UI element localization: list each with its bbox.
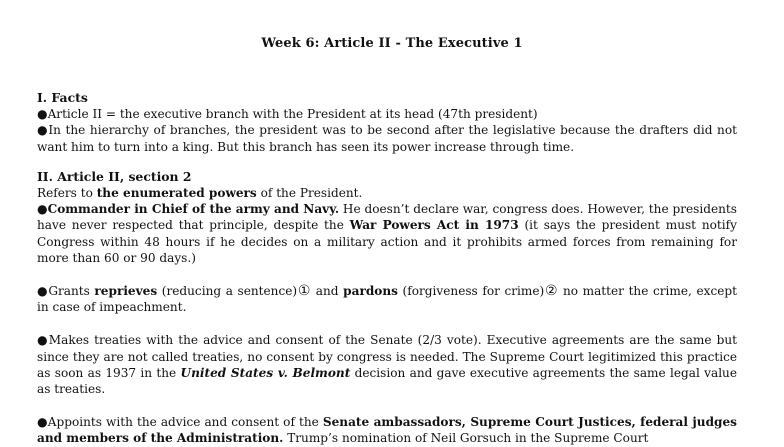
footnote-marker-2: ② — [544, 283, 559, 300]
paragraph-treaties: ●Makes treaties with the advice and consent of the Senate (2/3 vote). Executive agreements are the same but since they are not called treaties, no consent by congress is needed. The Supreme Court legitimized this practice as soon as 1937 in the United States v. Belmont decision and gave executive agreements the same legal value as treaties. — [37, 333, 738, 397]
bullet: ● — [37, 107, 48, 122]
paragraph-appoints: ●Appoints with the advice and consent of the Senate ambassadors, Supreme Court Justices, federal judges and members of the Administration. Trump’s nomination of Neil Gorsuch in the Supreme Court — [37, 415, 737, 446]
footnote-marker-1: ① — [297, 283, 312, 300]
document-body — [37, 90, 737, 447]
bullet: ● — [37, 284, 49, 299]
section-heading-article2: II. Article II, section 2 — [37, 168, 192, 184]
page-title: Week 6: Article II - The Executive 1 — [261, 36, 523, 51]
paragraph-facts-1: ●Article II = the executive branch with the President at its head (47th president) — [37, 107, 538, 122]
paragraph-facts-2: ●In the hierarchy of branches, the president was to be second after the legislative because the drafters did not want him to turn into a king. But this branch has seen its power increase through time. — [37, 123, 737, 154]
bullet: ● — [37, 333, 49, 348]
bullet: ● — [37, 123, 49, 138]
paragraph-reprieves: ●Grants reprieves (reducing a sentence)① and pardons (forgiveness for crime)② no matter the crime, except in case of impeachment. — [37, 283, 737, 315]
bullet: ● — [37, 202, 48, 217]
section-heading-facts: I. Facts — [37, 90, 88, 105]
paragraph-commander: ●Commander in Chief of the army and Navy. He doesn’t declare war, congress does. However, the presidents have never respected that principle, despite the War Powers Act in 1973 (it says the president must notify Congress within 48 hours if he decides on a military action and it prohibits armed forces from remaining for more than 60 or 90 days.) — [37, 202, 737, 265]
bullet: ● — [37, 415, 48, 430]
paragraph-intro: Refers to the enumerated powers of the President. — [37, 186, 363, 201]
